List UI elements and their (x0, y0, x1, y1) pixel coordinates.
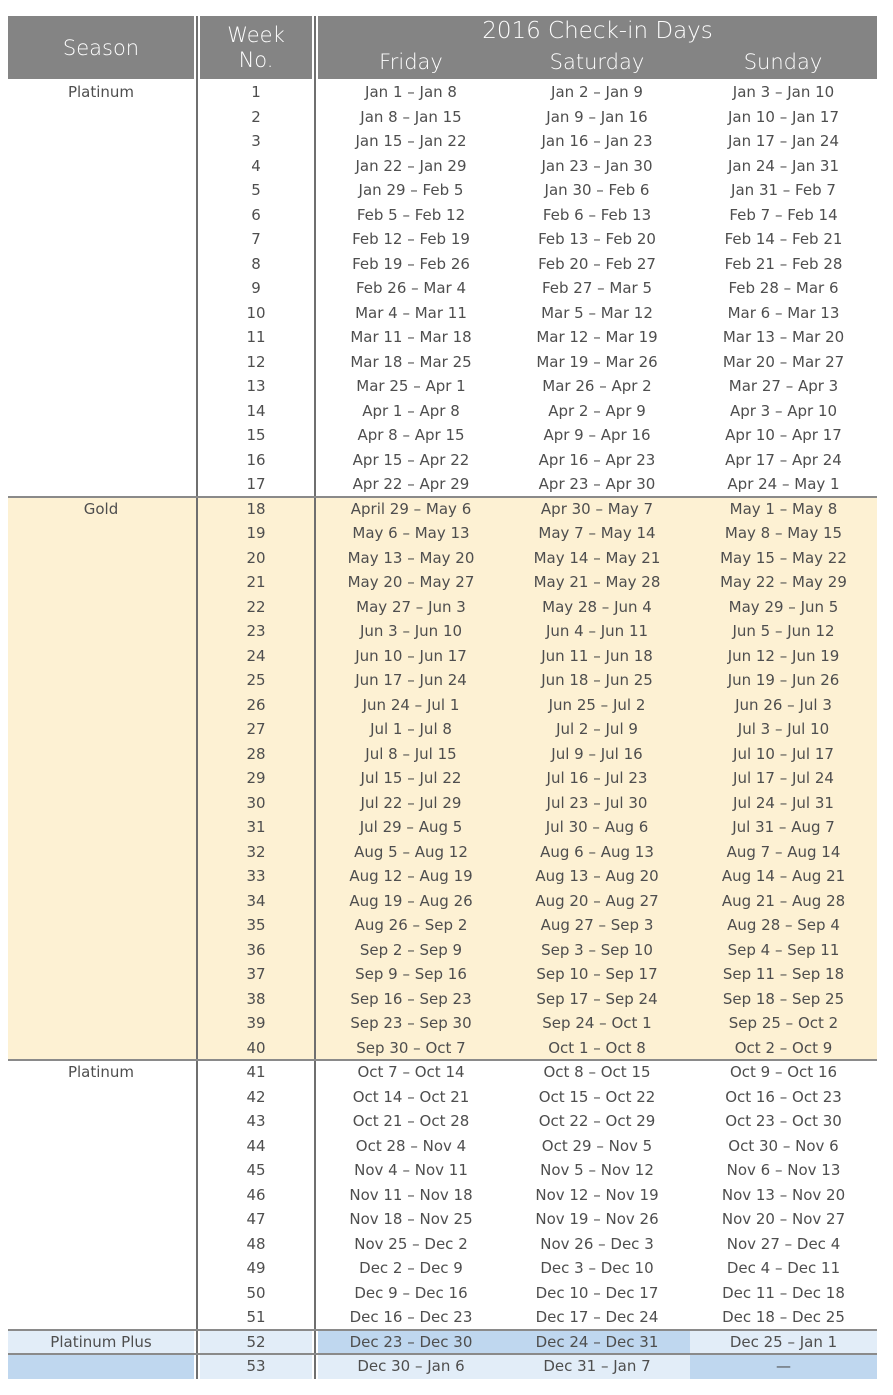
friday-range: Jul 8 – Jul 15 (365, 744, 457, 763)
saturday-range: Jul 9 – Jul 16 (551, 744, 643, 763)
saturday-range: Oct 1 – Oct 8 (548, 1038, 646, 1057)
saturday-range: Jan 9 – Jan 16 (546, 107, 648, 126)
saturday-range: Jun 25 – Jul 2 (548, 695, 646, 714)
friday-range: Mar 4 – Mar 11 (355, 303, 467, 322)
week-number: 51 (246, 1308, 266, 1326)
saturday-range: Feb 27 – Mar 5 (541, 279, 653, 297)
sunday-range: Sep 4 – Sep 11 (727, 940, 840, 959)
week-number: 27 (246, 720, 266, 738)
week-number: 46 (246, 1185, 266, 1204)
saturday-range: Mar 5 – Mar 12 (541, 303, 653, 322)
week-number: 50 (246, 1283, 266, 1302)
friday-range: Mar 11 – Mar 18 (350, 328, 472, 346)
friday-range: Dec 9 – Dec 16 (354, 1283, 468, 1302)
friday-range: Feb 5 – Feb 12 (356, 205, 466, 224)
week-number: 36 (246, 940, 266, 959)
sunday-range: Feb 28 – Mar 6 (728, 279, 839, 297)
sunday-range: Oct 30 – Nov 6 (728, 1136, 839, 1155)
week-number: 41 (246, 1063, 266, 1081)
season-label: Platinum Plus (50, 1332, 152, 1351)
season-divider (8, 496, 877, 498)
sunday-range: Aug 14 – Aug 21 (721, 867, 846, 885)
saturday-range: Apr 23 – Apr 30 (538, 475, 656, 493)
week-number: 6 (251, 205, 261, 224)
week-column-header (200, 16, 312, 79)
friday-range: Dec 16 – Dec 23 (349, 1308, 473, 1326)
season-header-label: Season (62, 35, 140, 60)
season-label: Platinum (67, 1063, 135, 1081)
week-number: 7 (251, 230, 261, 248)
week-number: 42 (246, 1087, 266, 1106)
friday-range: Apr 1 – Apr 8 (362, 401, 460, 420)
saturday-range: Jun 11 – Jun 18 (541, 646, 653, 665)
friday-range: Jun 24 – Jul 1 (362, 695, 460, 714)
friday-range: Nov 18 – Nov 25 (349, 1210, 473, 1228)
sunday-range: Oct 9 – Oct 16 (729, 1063, 838, 1081)
friday-range: Jun 3 – Jun 10 (359, 622, 463, 640)
season-column-header (8, 16, 194, 79)
week-number: 31 (246, 818, 266, 836)
friday-range: May 13 – May 20 (347, 548, 475, 567)
friday-range: Jan 8 – Jan 15 (360, 107, 462, 126)
friday-range: Dec 23 – Dec 30 (349, 1332, 473, 1351)
friday-range: Jun 10 – Jun 17 (355, 646, 467, 665)
friday-header: Friday (379, 50, 443, 74)
sunday-range: Jan 3 – Jan 10 (732, 83, 835, 101)
week-number: 21 (246, 573, 266, 591)
week-number: 13 (246, 377, 266, 395)
sunday-range: Jul 24 – Jul 31 (733, 793, 834, 812)
friday-range: Jan 29 – Feb 5 (358, 181, 464, 199)
week-number: 35 (246, 916, 266, 934)
sunday-range: Jul 10 – Jul 17 (733, 744, 834, 763)
sunday-range: Jul 17 – Jul 24 (733, 769, 834, 787)
saturday-range: Nov 26 – Dec 3 (540, 1234, 654, 1253)
friday-range: Mar 18 – Mar 25 (350, 352, 472, 371)
saturday-range: Jul 23 – Jul 30 (546, 793, 648, 812)
friday-range: Sep 9 – Sep 16 (355, 965, 467, 983)
sunday-range: May 22 – May 29 (720, 573, 847, 591)
sunday-range: Oct 16 – Oct 23 (725, 1087, 842, 1106)
week-number: 5 (251, 181, 261, 199)
saturday-range: Apr 9 – Apr 16 (543, 426, 651, 444)
sunday-range: Sep 11 – Sep 18 (722, 965, 845, 983)
saturday-range: Mar 19 – Mar 26 (536, 352, 658, 371)
week-number: 22 (246, 597, 266, 616)
week-number: 49 (246, 1259, 266, 1277)
saturday-range: Mar 26 – Apr 2 (542, 377, 652, 395)
saturday-header: Saturday (549, 50, 645, 74)
friday-range: Nov 11 – Nov 18 (349, 1185, 473, 1204)
saturday-range: Sep 3 – Sep 10 (541, 940, 653, 959)
friday-range: Oct 7 – Oct 14 (357, 1063, 465, 1081)
week-number: 23 (246, 622, 266, 640)
week-number: 11 (246, 328, 266, 346)
sunday-range: Oct 2 – Oct 9 (734, 1038, 833, 1057)
column-divider (196, 16, 198, 1379)
sunday-range: Sep 18 – Sep 25 (722, 989, 845, 1008)
saturday-range: Jun 18 – Jun 25 (541, 671, 653, 689)
friday-range: Jul 22 – Jul 29 (360, 793, 462, 812)
week-header-line1: Week (227, 22, 285, 47)
week-number: 47 (246, 1210, 266, 1228)
saturday-range: Jan 23 – Jan 30 (541, 156, 653, 175)
week-number: 40 (246, 1038, 266, 1057)
saturday-range: Nov 12 – Nov 19 (535, 1185, 659, 1204)
sunday-range: Mar 13 – Mar 20 (722, 328, 845, 346)
friday-range: Jan 22 – Jan 29 (355, 156, 467, 175)
saturday-range: Aug 13 – Aug 20 (535, 867, 659, 885)
week-number: 1 (251, 83, 261, 101)
checkin-days-header (318, 16, 877, 79)
season-label: Platinum (67, 83, 135, 101)
sunday-range: Oct 23 – Oct 30 (725, 1112, 842, 1130)
saturday-range: May 7 – May 14 (538, 524, 656, 542)
saturday-range: Aug 27 – Sep 3 (540, 916, 654, 934)
sunday-range: — (776, 1357, 791, 1375)
friday-range: Oct 14 – Oct 21 (352, 1087, 470, 1106)
week-number: 34 (246, 891, 266, 910)
week-number: 16 (246, 450, 266, 469)
friday-range: Nov 25 – Dec 2 (354, 1234, 468, 1253)
week-number: 26 (246, 695, 266, 714)
sunday-range: Mar 27 – Apr 3 (728, 377, 839, 395)
saturday-range: Oct 22 – Oct 29 (538, 1112, 656, 1130)
friday-range: Sep 16 – Sep 23 (350, 989, 472, 1008)
sunday-range: Nov 13 – Nov 20 (721, 1185, 846, 1204)
sunday-range: Jan 24 – Jan 31 (728, 156, 839, 175)
week-number: 52 (246, 1332, 266, 1351)
sunday-range: Jul 31 – Aug 7 (732, 818, 835, 836)
week-number: 3 (251, 132, 261, 150)
sunday-range: Nov 6 – Nov 13 (726, 1161, 841, 1179)
friday-range: Mar 25 – Apr 1 (356, 377, 466, 395)
friday-range: Aug 26 – Sep 2 (354, 916, 468, 934)
friday-range: May 27 – Jun 3 (356, 597, 466, 616)
saturday-range: Apr 2 – Apr 9 (548, 401, 646, 420)
sunday-range: Apr 3 – Apr 10 (729, 401, 838, 420)
week-number: 19 (246, 524, 266, 542)
saturday-range: Jun 4 – Jun 11 (545, 622, 649, 640)
saturday-range: Apr 16 – Apr 23 (538, 450, 656, 469)
sunday-range: Jan 10 – Jan 17 (728, 107, 839, 126)
friday-range: Jul 15 – Jul 22 (360, 769, 462, 787)
sunday-range: May 1 – May 8 (729, 499, 838, 518)
friday-range: Dec 2 – Dec 9 (359, 1259, 463, 1277)
week-number: 15 (246, 426, 266, 444)
saturday-range: Feb 20 – Feb 27 (538, 254, 656, 273)
column-divider (314, 16, 316, 1379)
week-number: 44 (246, 1136, 266, 1155)
friday-range: May 20 – May 27 (347, 573, 475, 591)
saturday-range: Oct 29 – Nov 5 (541, 1136, 653, 1155)
week-number: 17 (246, 475, 266, 493)
sunday-range: May 15 – May 22 (720, 548, 847, 567)
friday-range: Sep 23 – Sep 30 (350, 1014, 472, 1032)
sunday-range: Jan 17 – Jan 24 (728, 132, 839, 150)
friday-range: Aug 12 – Aug 19 (349, 867, 473, 885)
friday-range: Apr 22 – Apr 29 (352, 475, 470, 493)
saturday-range: Oct 15 – Oct 22 (538, 1087, 656, 1106)
friday-range: April 29 – May 6 (350, 499, 472, 518)
week-number: 8 (251, 254, 261, 273)
friday-range: Jul 1 – Jul 8 (370, 720, 452, 738)
friday-range: Feb 12 – Feb 19 (352, 230, 470, 248)
sunday-range: Mar 6 – Mar 13 (727, 303, 840, 322)
friday-range: Sep 30 – Oct 7 (356, 1038, 466, 1057)
sunday-range: Mar 20 – Mar 27 (722, 352, 845, 371)
season-divider (8, 1329, 877, 1331)
sunday-range: Dec 11 – Dec 18 (722, 1283, 845, 1302)
saturday-range: Aug 20 – Aug 27 (535, 891, 659, 910)
week-number: 28 (246, 744, 266, 763)
saturday-range: Jul 30 – Aug 6 (545, 818, 649, 836)
week-number: 20 (246, 548, 266, 567)
season-divider (8, 1353, 877, 1355)
week-number: 2 (251, 107, 261, 126)
week-number: 53 (246, 1357, 266, 1375)
sunday-range: Feb 21 – Feb 28 (724, 254, 843, 273)
week-number: 9 (251, 279, 261, 297)
saturday-range: Dec 24 – Dec 31 (535, 1332, 659, 1351)
saturday-range: Jul 16 – Jul 23 (546, 769, 648, 787)
sunday-range: Jun 5 – Jun 12 (732, 622, 835, 640)
sunday-range: Feb 14 – Feb 21 (724, 230, 843, 248)
sunday-range: Jan 31 – Feb 7 (731, 181, 836, 199)
sunday-range: Dec 4 – Dec 11 (726, 1259, 841, 1277)
week-number: 10 (246, 303, 266, 322)
sunday-range: Nov 20 – Nov 27 (721, 1210, 846, 1228)
friday-range: Oct 28 – Nov 4 (355, 1136, 467, 1155)
saturday-range: Feb 6 – Feb 13 (542, 205, 652, 224)
sunday-range: May 8 – May 15 (724, 524, 843, 542)
sunday-range: Apr 17 – Apr 24 (725, 450, 842, 469)
friday-range: Feb 19 – Feb 26 (352, 254, 470, 273)
friday-range: Nov 4 – Nov 11 (354, 1161, 468, 1179)
friday-range: Sep 2 – Sep 9 (359, 940, 463, 959)
saturday-range: Nov 5 – Nov 12 (540, 1161, 654, 1179)
saturday-range: May 21 – May 28 (533, 573, 661, 591)
week-number: 18 (246, 499, 266, 518)
sunday-range: Dec 25 – Jan 1 (729, 1332, 838, 1351)
friday-range: Jan 15 – Jan 22 (355, 132, 467, 150)
saturday-range: Mar 12 – Mar 19 (536, 328, 658, 346)
week-number: 24 (246, 646, 266, 665)
friday-range: Apr 15 – Apr 22 (352, 450, 470, 469)
friday-range: Aug 5 – Aug 12 (354, 842, 468, 861)
friday-range: Apr 8 – Apr 15 (357, 426, 465, 444)
friday-range: May 6 – May 13 (352, 524, 470, 542)
week-header-line2: No. (238, 47, 274, 72)
saturday-range: Sep 17 – Sep 24 (536, 989, 658, 1008)
week-number: 38 (246, 989, 266, 1008)
week-number: 33 (246, 867, 266, 885)
sunday-range: Aug 21 – Aug 28 (721, 891, 846, 910)
season-label (8, 1354, 194, 1379)
sunday-range: Sep 25 – Oct 2 (728, 1014, 839, 1032)
week-number: 45 (246, 1161, 266, 1179)
saturday-range: Dec 17 – Dec 24 (535, 1308, 659, 1326)
saturday-range: Dec 10 – Dec 17 (535, 1283, 659, 1302)
sunday-range: May 29 – Jun 5 (728, 597, 839, 616)
saturday-range: Dec 3 – Dec 10 (540, 1259, 654, 1277)
saturday-range: Jan 30 – Feb 6 (544, 181, 650, 199)
saturday-range: May 14 – May 21 (533, 548, 661, 567)
saturday-range: Nov 19 – Nov 26 (535, 1210, 659, 1228)
week-number: 32 (246, 842, 266, 861)
saturday-range: Apr 30 – May 7 (540, 499, 654, 518)
friday-range: Jul 29 – Aug 5 (359, 818, 463, 836)
sunday-range: Jun 19 – Jun 26 (727, 671, 840, 689)
saturday-range: Sep 24 – Oct 1 (542, 1014, 652, 1032)
week-number: 30 (246, 793, 266, 812)
sunday-range: Apr 10 – Apr 17 (725, 426, 842, 444)
sunday-range: Jun 12 – Jun 19 (727, 646, 840, 665)
week-number: 25 (246, 671, 266, 689)
week-number: 43 (246, 1112, 266, 1130)
week-number: 39 (246, 1014, 266, 1032)
week-number: 29 (246, 769, 266, 787)
sunday-range: Nov 27 – Dec 4 (726, 1234, 841, 1253)
season-label: Gold (83, 499, 119, 518)
week-number: 12 (246, 352, 266, 371)
checkin-days-title: 2016 Check-in Days (482, 18, 713, 44)
saturday-range: Sep 10 – Sep 17 (536, 965, 658, 983)
friday-range: Oct 21 – Oct 28 (352, 1112, 470, 1130)
season-divider (8, 1059, 877, 1061)
friday-range: Dec 30 – Jan 6 (357, 1357, 465, 1375)
week-number: 37 (246, 965, 266, 983)
sunday-range: Feb 7 – Feb 14 (729, 205, 838, 224)
sunday-range: Jun 26 – Jul 3 (735, 695, 832, 714)
friday-range: Jun 17 – Jun 24 (355, 671, 467, 689)
sunday-range: Jul 3 – Jul 10 (737, 720, 830, 738)
saturday-range: Oct 8 – Oct 15 (543, 1063, 651, 1081)
saturday-range: Jan 16 – Jan 23 (541, 132, 653, 150)
sunday-header: Sunday (743, 50, 823, 74)
friday-range: Aug 19 – Aug 26 (349, 891, 473, 910)
saturday-range: May 28 – Jun 4 (542, 597, 652, 616)
week-number: 14 (246, 401, 266, 420)
saturday-range: Aug 6 – Aug 13 (540, 842, 654, 861)
saturday-range: Jul 2 – Jul 9 (556, 720, 638, 738)
sunday-range: Dec 18 – Dec 25 (722, 1308, 845, 1326)
week-number: 48 (246, 1234, 266, 1253)
saturday-range: Jan 2 – Jan 9 (551, 83, 643, 101)
sunday-range: Aug 28 – Sep 4 (727, 916, 840, 934)
friday-range: Jan 1 – Jan 8 (365, 83, 457, 101)
week-number: 4 (251, 156, 261, 175)
sunday-range: Aug 7 – Aug 14 (726, 842, 841, 861)
sunday-range: Apr 24 – May 1 (727, 475, 840, 493)
friday-range: Feb 26 – Mar 4 (355, 279, 467, 297)
saturday-range: Dec 31 – Jan 7 (543, 1357, 651, 1375)
saturday-range: Feb 13 – Feb 20 (538, 230, 656, 248)
